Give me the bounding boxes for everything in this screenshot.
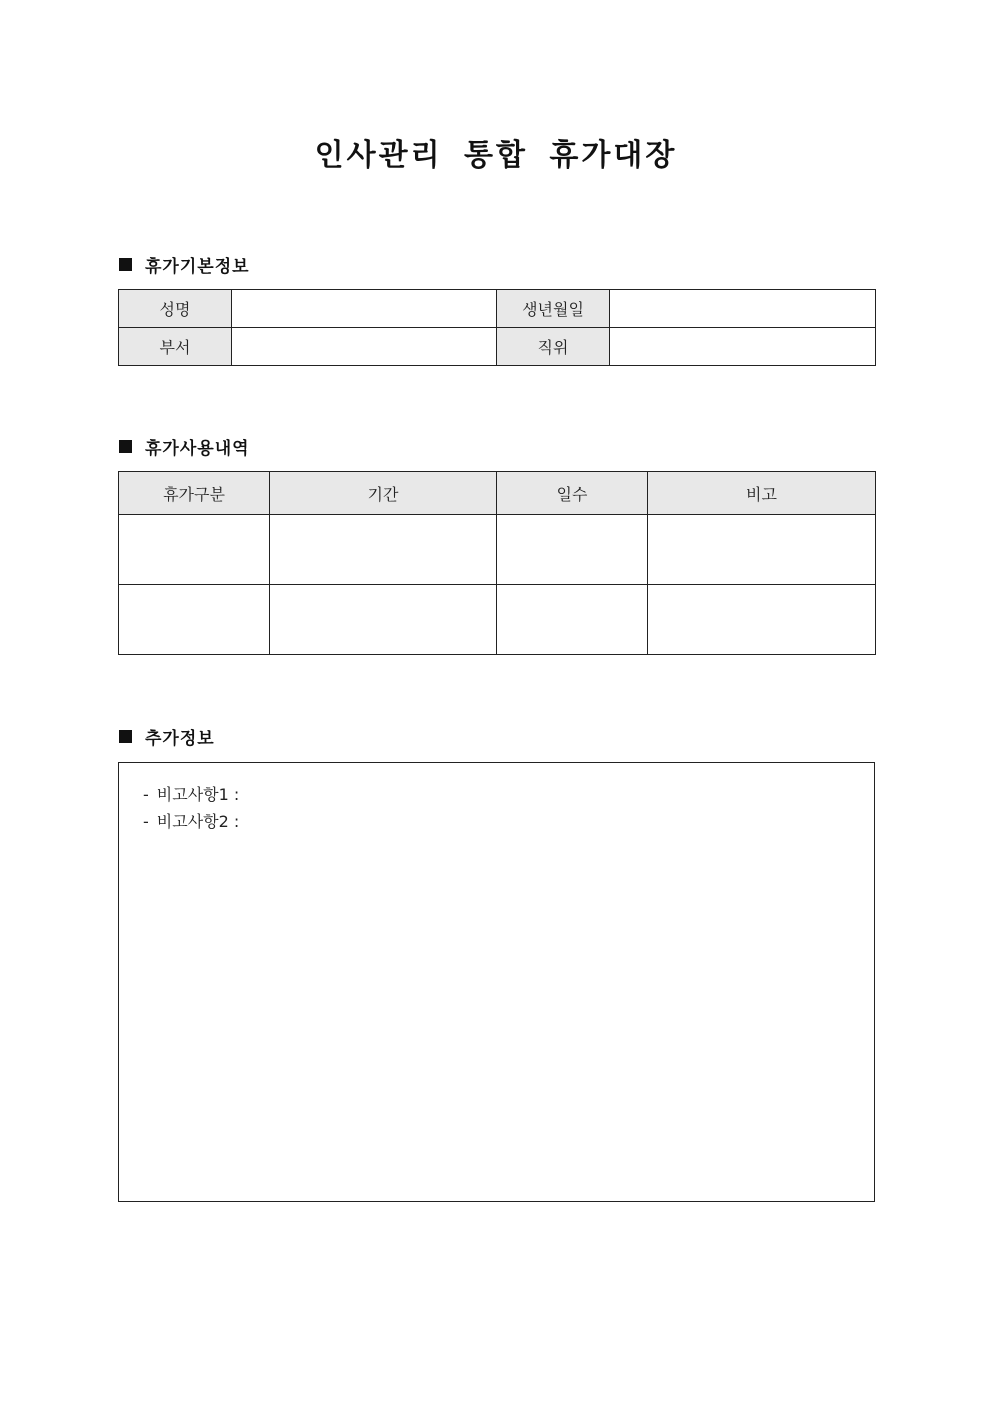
leave-type-cell[interactable] xyxy=(119,515,270,585)
list-item xyxy=(143,781,874,808)
basic-info-table xyxy=(118,289,876,366)
column-header-leave-type: 휴가구분 xyxy=(119,472,270,515)
remarks-cell[interactable] xyxy=(648,585,876,655)
department-field[interactable] xyxy=(232,328,497,366)
department-label: 부서 xyxy=(119,328,232,366)
column-header-days: 일수 xyxy=(497,472,648,515)
note-label: 비고사항1 : xyxy=(156,785,240,804)
section-heading-label: 휴가사용내역 xyxy=(145,438,250,459)
section-heading-basic-info xyxy=(119,252,250,276)
column-header-period: 기간 xyxy=(270,472,497,515)
birthdate-label: 생년월일 xyxy=(497,290,610,328)
period-cell[interactable] xyxy=(270,515,497,585)
days-cell[interactable] xyxy=(497,515,648,585)
list-item xyxy=(143,808,874,835)
section-heading-label: 휴가기본정보 xyxy=(145,256,250,277)
position-field[interactable] xyxy=(610,328,876,366)
square-bullet-icon xyxy=(119,440,132,453)
table-row xyxy=(119,585,876,655)
birthdate-field[interactable] xyxy=(610,290,876,328)
dash-bullet: - xyxy=(143,812,149,831)
dash-bullet: - xyxy=(143,785,149,804)
table-header-row xyxy=(119,472,876,515)
notes-list xyxy=(119,763,874,835)
section-heading-label: 추가정보 xyxy=(145,728,215,749)
section-heading-additional xyxy=(119,724,215,748)
table-row xyxy=(119,515,876,585)
name-field[interactable] xyxy=(232,290,497,328)
days-cell[interactable] xyxy=(497,585,648,655)
position-label: 직위 xyxy=(497,328,610,366)
name-label: 성명 xyxy=(119,290,232,328)
note-label: 비고사항2 : xyxy=(156,812,240,831)
square-bullet-icon xyxy=(119,258,132,271)
square-bullet-icon xyxy=(119,730,132,743)
additional-notes-box[interactable] xyxy=(118,762,875,1202)
table-row xyxy=(119,328,876,366)
leave-type-cell[interactable] xyxy=(119,585,270,655)
table-row xyxy=(119,290,876,328)
remarks-cell[interactable] xyxy=(648,515,876,585)
section-heading-usage xyxy=(119,434,250,458)
column-header-remarks: 비고 xyxy=(648,472,876,515)
period-cell[interactable] xyxy=(270,585,497,655)
usage-table xyxy=(118,471,876,655)
page-title: 인사관리 통합 휴가대장 xyxy=(314,138,678,173)
